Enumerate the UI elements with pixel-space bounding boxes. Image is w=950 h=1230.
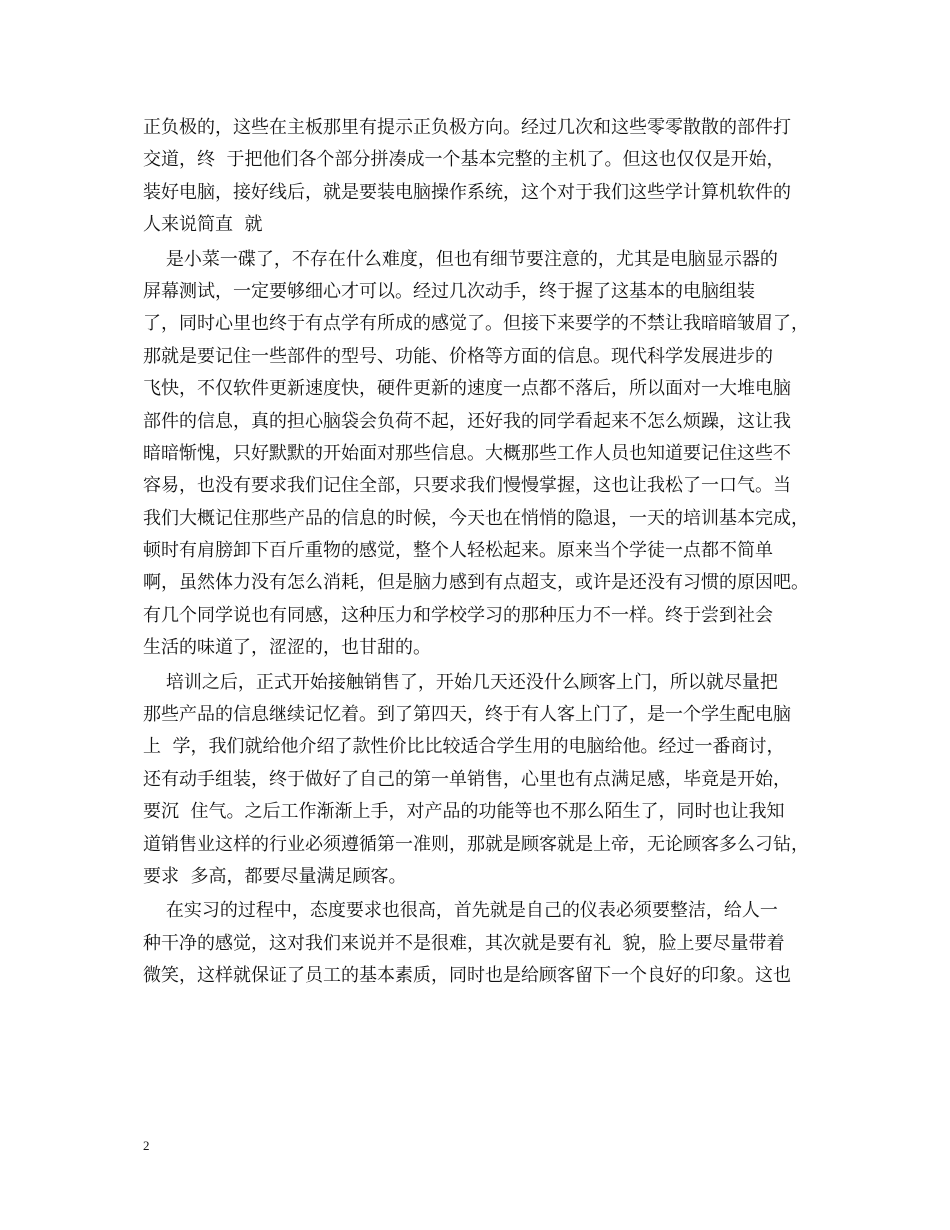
text-line: 那就是要记住一些部件的型号、功能、价格等方面的信息。现代科学发展进步的 [143, 345, 773, 367]
text-line: 要求 多高，都要尽量满足顾客。 [143, 865, 407, 887]
text-line: 有几个同学说也有同感，这种压力和学校学习的那种压力不一样。终于尝到社会 [143, 604, 773, 626]
text-line: 屏幕测试，一定要够细心才可以。经过几次动手，终于握了这基本的电脑组装 [143, 280, 755, 302]
body-text [143, 112, 823, 993]
paragraph-1 [143, 112, 823, 242]
text-line: 要沉 住气。之后工作渐渐上手，对产品的功能等也不那么陌生了，同时也让我知 [143, 801, 785, 823]
text-line: 顿时有肩膀卸下百斤重物的感觉，整个人轻松起来。原来当个学徒一点都不简单 [143, 540, 773, 562]
paragraph-3 [143, 667, 823, 894]
text-line: 培训之后，正式开始接触销售了，开始几天还没什么顾客上门，所以就尽量把 [143, 671, 778, 693]
text-line: 啊，虽然体力没有怎么消耗，但是脑力感到有点超支，或许是还没有习惯的原因吧。 [143, 572, 809, 594]
text-line: 那些产品的信息继续记忆着。到了第四天，终于有人客上门了，是一个学生配电脑 [143, 704, 791, 726]
text-line: 还有动手组装，终于做好了自己的第一单销售，心里也有点满足感，毕竟是开始， [143, 768, 791, 790]
text-line: 正负极的，这些在主板那里有提示正负极方向。经过几次和这些零零散散的部件打 [143, 117, 791, 138]
text-line: 人来说简直 就 [143, 214, 263, 236]
page-number: 2 [143, 1138, 150, 1153]
text-line: 飞快，不仅软件更新速度快，硬件更新的速度一点都不落后，所以面对一大堆电脑 [143, 378, 791, 400]
text-line: 部件的信息，真的担心脑袋会负荷不起，还好我的同学看起来不怎么烦躁，这让我 [143, 410, 791, 432]
text-line: 种干净的感觉，这对我们来说并不是很难，其次就是要有礼 貌，脸上要尽量带着 [143, 932, 785, 954]
text-line: 暗暗惭愧，只好默默的开始面对那些信息。大概那些工作人员也知道要记住这些不 [143, 442, 791, 464]
text-line: 在实习的过程中，态度要求也很高，首先就是自己的仪表必须要整洁，给人一 [143, 900, 778, 922]
text-line: 道销售业这样的行业必须遵循第一准则，那就是顾客就是上帝，无论顾客多么刁钻， [143, 833, 809, 855]
paragraph-4 [143, 895, 823, 992]
text-line: 是小菜一碟了，不存在什么难度，但也有细节要注意的，尤其是电脑显示器的 [143, 248, 778, 270]
text-line: 上 学，我们就给他介绍了款性价比比较适合学生用的电脑给他。经过一番商讨， [143, 736, 785, 758]
text-line: 我们大概记住那些产品的信息的时候，今天也在悄悄的隐退，一天的培训基本完成， [143, 507, 809, 529]
text-line: 了，同时心里也终于有点学有所成的感觉了。但接下来要学的不禁让我暗暗皱眉了， [143, 313, 809, 335]
text-line: 微笑，这样就保证了员工的基本素质，同时也是给顾客留下一个良好的印象。这也 [143, 965, 791, 987]
text-line: 装好电脑，接好线后，就是要装电脑操作系统，这个对于我们这些学计算机软件的 [143, 181, 791, 203]
text-line: 容易，也没有要求我们记住全部，只要求我们慢慢掌握，这也让我松了一口气。当 [143, 475, 791, 497]
text-line: 生活的味道了，涩涩的，也甘甜的。 [143, 637, 431, 659]
paragraph-2 [143, 244, 823, 665]
text-line: 交道，终 于把他们各个部分拼凑成一个基本完整的主机了。但这也仅仅是开始， [143, 149, 785, 171]
